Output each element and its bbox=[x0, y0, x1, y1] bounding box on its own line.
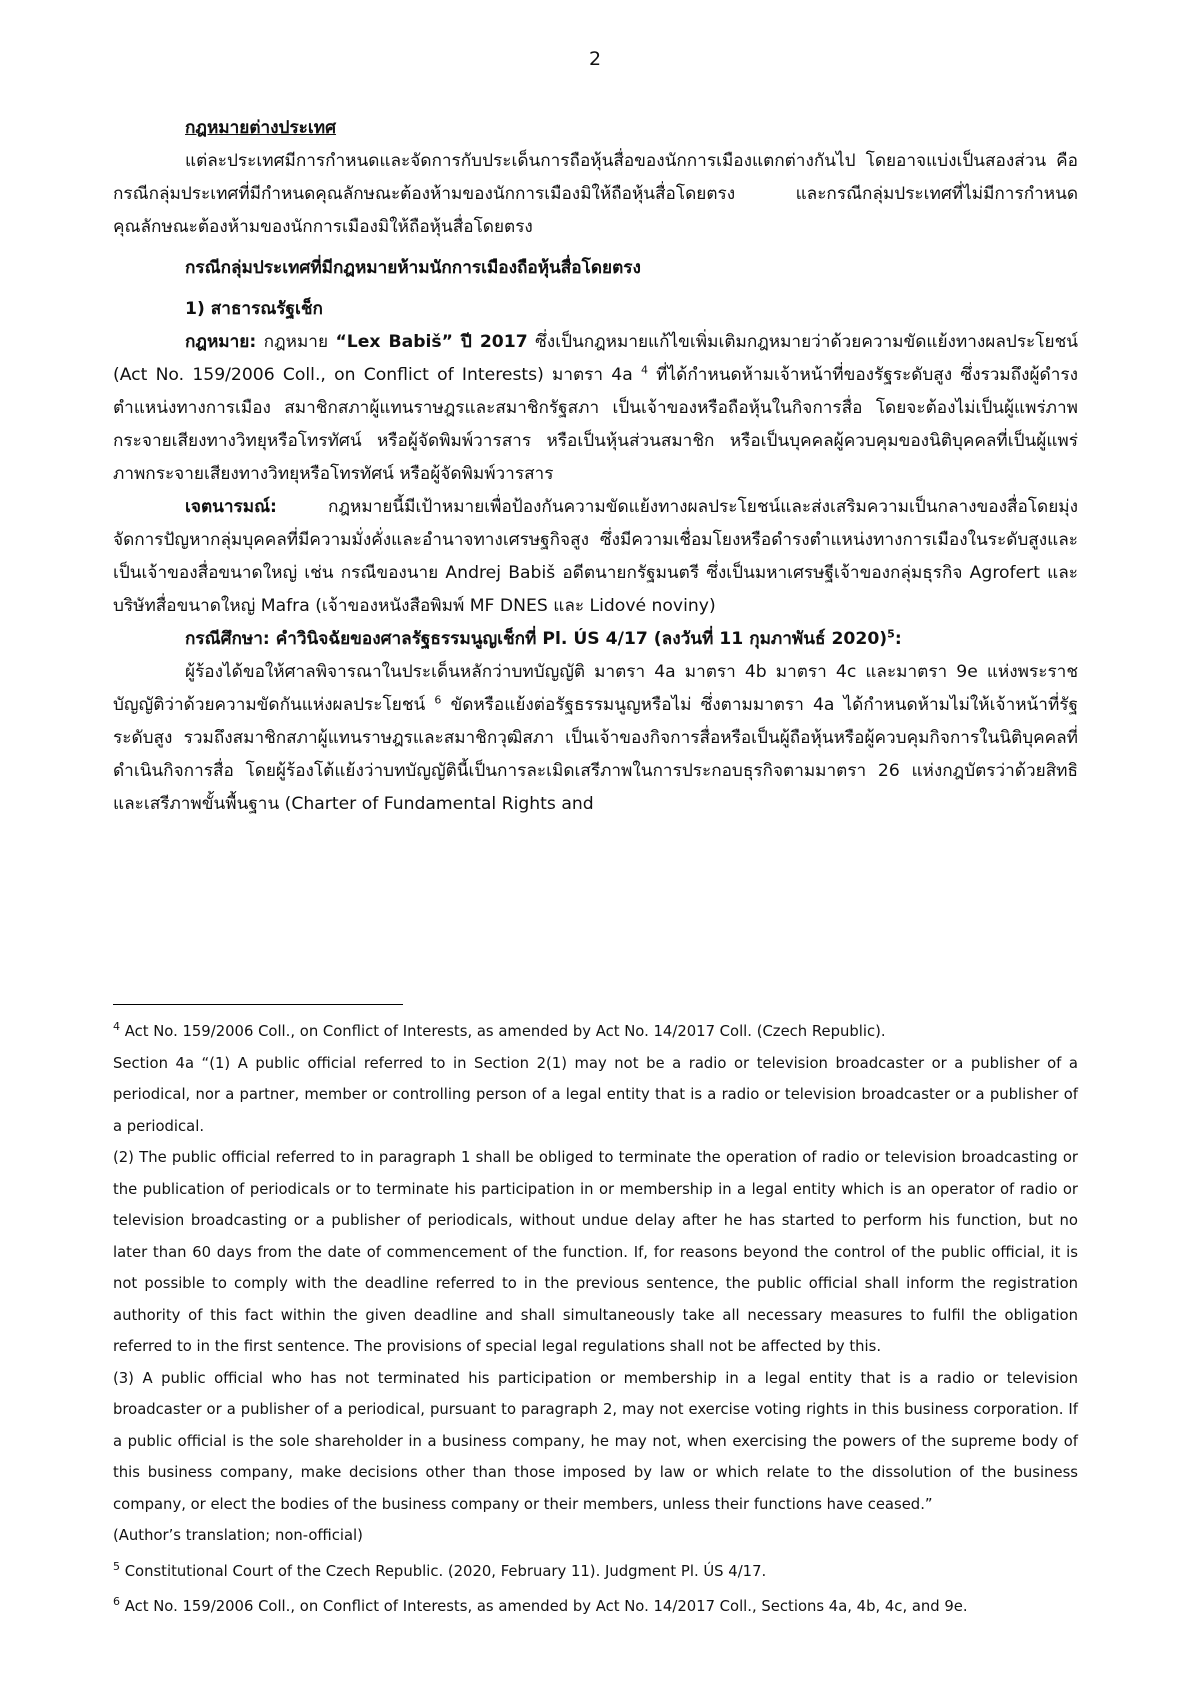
case-text-b: ขัดหรือแย้งต่อรัฐธรรมนูญหรือไม่ ซึ่งตามมาตรา 4a ได้กำหนดห้ามไม่ให้เจ้าหน้าที่รัฐระดับสูง รวมถึงสมาชิกสภาผู้แทนราษฎรและสมาชิกวุฒิสภา เป็นเจ้าของกิจการสื่อหรือเป็นผู้ถือหุ้นหรือผู้ควบคุมกิจการในนิติบุคคลที่ดำเนินกิจการสื่อ โดยผู้ร้องโต้แย้งว่าบทบัญญัตินี้เป็นการละเมิดเสรีภาพในการประกอบธุรกิจตามมาตรา 26 แห่งกฎบัตรว่าด้วยสิทธิและเสรีภาพขั้นพื้นฐาน (Charter of Fundamental Rights and bbox=[113, 695, 1078, 814]
main-content bbox=[113, 112, 1078, 821]
case-heading bbox=[113, 623, 1078, 656]
law-text-c: ที่ได้กำหนดห้ามเจ้าหน้าที่ของรัฐระดับสูง ซึ่งรวมถึงผู้ดำรงตำแหน่งทางการเมือง สมาชิกสภาผู้แทนราษฎรและสมาชิกรัฐสภา เป็นเจ้าของหรือถือหุ้นในกิจการสื่อ โดยจะต้องไม่เป็นผู้แพร่ภาพกระจายเสียงทางวิทยุหรือโทรทัศน์ หรือผู้จัดพิมพ์วารสาร หรือเป็นหุ้นส่วนสมาชิก หรือเป็นบุคคลผู้ควบคุมของนิติบุคคลที่เป็นผู้แพร่ภาพกระจายเสียงทางวิทยุหรือโทรทัศน์ หรือผู้จัดพิมพ์วารสาร bbox=[113, 365, 1078, 484]
footnote-4-note: (Author’s translation; non-official) bbox=[113, 1527, 363, 1544]
law-paragraph bbox=[113, 326, 1078, 491]
case-paragraph bbox=[113, 656, 1078, 821]
footnote-ref-6[interactable]: 6 bbox=[434, 693, 442, 707]
footnote-4-text: Act No. 159/2006 Coll., on Conflict of Interests, as amended by Act No. 14/2017 Coll. (Czech Republic). bbox=[120, 1023, 886, 1040]
footnotes bbox=[113, 1016, 1078, 1623]
footnote-4-para-2: (2) The public official referred to in paragraph 1 shall be obliged to terminate the operation of radio or television broadcasting or the publication of periodicals or to terminate his participation in or membership in a legal entity which is an operator of radio or television broadcasting or a publisher of periodicals, without undue delay after he has started to perform his function, but no later than 60 days from the date of commencement of the function. If, for reasons beyond the control of the public official, it is not possible to comply with the deadline referred to in the previous sentence, the public official shall inform the registration authority of this fact within the given deadline and shall simultaneously take all necessary measures to fulfil the obligation referred to in the first sentence. The provisions of special legal regulations shall not be affected by this. bbox=[113, 1149, 1078, 1355]
footnote-4-title bbox=[113, 1016, 1078, 1048]
footnote-ref-5[interactable]: 5 bbox=[887, 627, 895, 641]
footnote-6 bbox=[113, 1591, 1078, 1623]
footnote-4-para-3: (3) A public official who has not terminated his participation or membership in a legal entity that is a radio or television broadcaster or a publisher of a periodical, pursuant to paragraph 2, may not exercise voting rights in this business corporation. If a public official is the sole shareholder in a business company, he may not, when exercising the powers of the supreme body of this business company, make decisions other than those imposed by law or which relate to the dissolution of the business company, or elect the bodies of the business company or their members, unless their functions have ceased.” bbox=[113, 1369, 1078, 1513]
country-heading: 1) สาธารณรัฐเช็ก bbox=[185, 299, 323, 319]
case-text-a: ผู้ร้องได้ขอให้ศาลพิจารณาในประเด็นหลักว่าบทบัญญัติ มาตรา 4a มาตรา 4b มาตรา 4c และมาตรา 9e แห่งพระราชบัญญัติว่าด้วยความขัดกันแห่งผลประโยชน์ bbox=[113, 662, 1078, 715]
intent-text: กฎหมายนี้มีเป้าหมายเพื่อป้องกันความขัดแย้งทางผลประโยชน์และส่งเสริมความเป็นกลางของสื่อโดยมุ่งจัดการปัญหากลุ่มบุคคลที่มีความมั่งคั่งและอำนาจทางเศรษฐกิจสูง ซึ่งมีความเชื่อมโยงหรือดำรงตำแหน่งทางการเมืองในระดับสูงและเป็นเจ้าของสื่อขนาดใหญ่ เช่น กรณีของนาย Andrej Babiš อดีตนายกรัฐมนตรี ซึ่งเป็นมหาเศรษฐีเจ้าของกลุ่มธุรกิจ Agrofert และบริษัทสื่อขนาดใหญ่ Mafra (เจ้าของหนังสือพิมพ์ MF DNES และ Lidové noviny) bbox=[113, 497, 1078, 616]
footnote-4-para-1: Section 4a “(1) A public official referred to in Section 2(1) may not be a radio or television broadcaster or a publisher of a periodical, nor a partner, member or controlling person of a legal entity that is a radio or television broadcaster or a publisher of a periodical. bbox=[113, 1054, 1078, 1135]
intent-paragraph bbox=[113, 491, 1078, 623]
case-label: กรณีศึกษา: คำวินิจฉัยของศาลรัฐธรรมนูญเช็กที่ Pl. ÚS 4/17 (ลงวันที่ 11 กุมภาพันธ์ 2020) bbox=[185, 629, 888, 649]
law-name: “Lex Babiš” ปี 2017 bbox=[335, 332, 528, 352]
footnote-5-text: Constitutional Court of the Czech Republic. (2020, February 11). Judgment Pl. ÚS 4/17. bbox=[120, 1562, 767, 1580]
intent-label: เจตนารมณ์: bbox=[185, 497, 277, 517]
foreign-law-heading: กฎหมายต่างประเทศ bbox=[185, 118, 337, 138]
law-text-a: กฎหมาย bbox=[256, 332, 336, 352]
footnote-4-number: 4 bbox=[113, 1020, 120, 1034]
case-colon: : bbox=[894, 629, 902, 649]
law-text-b: ซึ่งเป็นกฎหมายแก้ไขเพิ่มเติมกฎหมายว่าด้วยความขัดแย้งทางผลประโยชน์ (Act No. 159/2006 Coll., on Conflict of Interests) มาตรา 4a bbox=[113, 332, 1078, 385]
section-heading: กรณีกลุ่มประเทศที่มีกฎหมายห้ามนักการเมืองถือหุ้นสื่อโดยตรง bbox=[185, 258, 641, 278]
page-number: 2 bbox=[588, 48, 602, 70]
intro-paragraph: แต่ละประเทศมีการกำหนดและจัดการกับประเด็นการถือหุ้นสื่อของนักการเมืองแตกต่างกันไป โดยอาจแบ่งเป็นสองส่วน คือ กรณีกลุ่มประเทศที่มีกำหนดคุณลักษณะต้องห้ามของนักการเมืองมิให้ถือหุ้นสื่อโดยตรง และกรณีกลุ่มประเทศที่ไม่มีการกำหนดคุณลักษณะต้องห้ามของนักการเมืองมิให้ถือหุ้นสื่อโดยตรง bbox=[113, 151, 1078, 237]
footnote-5 bbox=[113, 1556, 1078, 1588]
footnote-6-number: 6 bbox=[113, 1595, 120, 1609]
footnote-6-text: Act No. 159/2006 Coll., on Conflict of Interests, as amended by Act No. 14/2017 Coll., Sections 4a, 4b, 4c, and 9e. bbox=[120, 1598, 968, 1615]
law-label: กฎหมาย: bbox=[185, 332, 257, 352]
footnote-5-number: 5 bbox=[113, 1559, 120, 1573]
footnote-separator bbox=[113, 1004, 403, 1005]
footnote-ref-4[interactable]: 4 bbox=[640, 363, 648, 377]
